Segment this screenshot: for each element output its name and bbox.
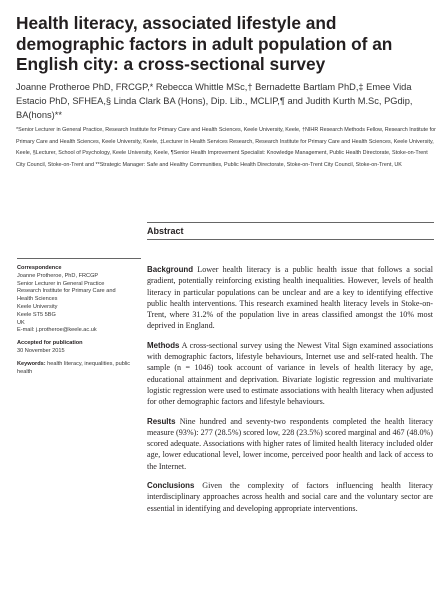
correspondence-line: Keele ST5 5BG [17,311,56,318]
correspondence-label: Correspondence [17,265,62,271]
keywords-label: Keywords: [17,360,46,367]
abstract-heading: Abstract [147,226,184,236]
keywords-text: health literacy, inequalities, public health [17,360,131,375]
sidebar-top-rule [17,258,141,259]
article-title: Health literacy, associated lifestyle and demographic factors in adult population of an English city: a cross-sectional survey [16,13,393,74]
author-list: Joanne Protheroe PhD, FRCGP,* Rebecca Whittle MSc,† Bernadette Bartlam PhD,‡ Emee Vida Estacio PhD, SFHEA,§ Linda Clark BA (Hons), Dip. Lib., MCLIP,¶ and Judith Kurth M.Sc, PGdip, BA(hons)** [16,82,413,120]
section-heading: Conclusions [147,481,195,491]
correspondence-line: UK [17,319,25,326]
section-text: Given the complexity of factors influencing health literacy interdisciplinary approaches across health and social care and the voluntary sector are essential in identifying and developing appropriate interventions. [147,481,433,513]
section-heading: Results [147,416,176,426]
section-text: Lower health literacy is a public health issue that follows a social gradient, potentially reinforcing existing health inequalities. However, levels of health literacy in particular populations can be unclear and are a key to identifying effective public health interventions. This research examined health literacy levels in Stoke-on-Trent, where 31.2% of the population live in areas classified amongst the 10% most deprived in England. [147,265,433,331]
accepted-block [17,340,141,356]
abstract-background [147,264,433,332]
correspondence-line: Keele University [17,303,58,310]
section-heading: Methods [147,340,180,350]
section-heading: Background [147,265,194,274]
section-text: Nine hundred and seventy-two respondents completed the health literacy measure (93%): 277 (28.5%) scored low, 228 (23.5%) scored marginal and 467 (48.0%) scored adequate. Associations with higher rates of limited health literacy included older age, lower educational level, lower income, perceived poor health and lack of access to the Internet. [147,416,433,471]
abstract-heading-rule [147,239,434,240]
correspondence-block [17,265,141,335]
correspondence-line: Joanne Protheroe, PhD, FRCGP [17,272,99,279]
abstract-results [147,416,433,472]
abstract-conclusions [147,480,433,514]
correspondence-line: Research Institute for Primary Care and [17,288,116,295]
abstract-body [147,264,433,522]
accepted-label: Accepted for publication [17,340,83,347]
article-sidebar [17,265,141,381]
abstract-methods [147,340,433,408]
accepted-date: 30 November 2015 [17,347,65,354]
correspondence-line: Senior Lecturer in General Practice [17,280,105,287]
correspondence-line: Health Sciences [17,296,58,303]
correspondence-email: E-mail: j.protheroe@keele.ac.uk [17,327,97,334]
keywords-block [17,361,141,377]
section-text: A cross-sectional survey using the Newest Vital Sign examined associations with demographic factors, lifestyle behaviours, Internet use and self-rated health. The sample (n = 1046) took account of variance in levels of health literacy by age, educational attainment and deprivation. Bivariate logistic regression and multivariate logistic regression were used to estimate associations with health literacy when adjusted for other demographic factors and lifestyle behaviours. [147,340,433,407]
author-affiliations: *Senior Lecturer in General Practice, Research Institute for Primary Care and Health Sciences, Keele University, Keele, †NIHR Research Methods Fellow, Research Institute for Primary Care and Health Sciences, Keele University, Keele, ‡Lecturer in Health Services Research, Research Institute for Primary Care and Health Sciences, Keele University, Keele, §Lecturer, School of Psychology, Keele University, Keele, ¶Senior Health Improvement Specialist: Knowledge Management, Public Health Directorate, Stoke-on-Trent City Council, Stoke-on-Trent and **Strategic Manager: Safe and Healthy Communities, Public Health Directorate, Stoke-on-Trent City Council, Stoke-on-Trent, UK [16,127,436,168]
abstract-top-rule [147,222,434,223]
